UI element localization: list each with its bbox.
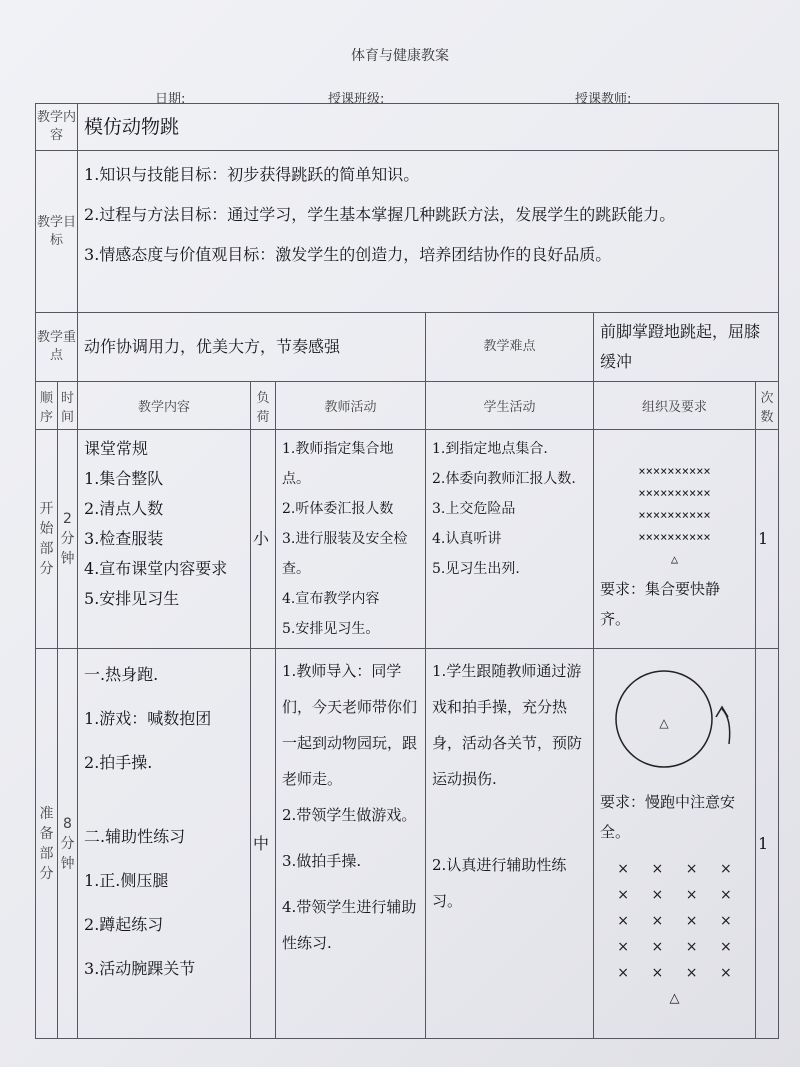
section-time: 8分钟 (58, 649, 78, 1039)
content-value: 模仿动物跳 (78, 104, 779, 151)
student-marker: × (651, 913, 664, 929)
content-item: 4.宣布课堂内容要求 (84, 559, 228, 578)
formation-row: ×××××××××× (638, 508, 711, 522)
requirement-text: 要求：慢跑中注意安全。 (600, 793, 736, 841)
student-marker: × (685, 965, 698, 981)
formation-row: ×××××××××× (638, 486, 711, 500)
student-marker: × (651, 939, 664, 955)
student-marker: × (720, 861, 732, 877)
key-points-label: 教学重点 (36, 313, 78, 382)
objectives-label: 教学目标 (36, 151, 78, 313)
content-item: 3.检查服装 (84, 529, 164, 548)
header-time: 时间 (58, 382, 78, 430)
section-count: 1 (756, 430, 779, 649)
student-item: 1.到指定地点集合. (432, 441, 548, 457)
header-teacher: 教师活动 (276, 382, 426, 430)
student-item: 4.认真听讲 (432, 531, 502, 547)
teacher-item: 3.进行服装及安全检查。 (282, 531, 408, 577)
section-name: 准备部分 (36, 649, 58, 1039)
objective-3: 3.情感态度与价值观目标：激发学生的创造力，培养团结协作的良好品质。 (84, 245, 612, 264)
student-marker: × (651, 965, 664, 981)
teacher-item: 1.教师指定集合地点。 (282, 441, 394, 487)
student-item: 2.认真进行辅助性练习。 (432, 856, 567, 910)
student-marker: × (685, 887, 698, 903)
student-marker: × (617, 913, 629, 929)
teacher-item: 1.教师导入：同学们，今天老师带你们一起到动物园玩，跟老师走。 (282, 662, 418, 788)
student-marker: × (685, 861, 698, 877)
content-item: 二.辅助性练习 (84, 827, 186, 846)
content-item: 一.热身跑. (84, 665, 159, 684)
teacher-label: 授课教师: (575, 92, 632, 107)
student-marker: × (685, 939, 698, 955)
student-item: 5.见习生出列. (432, 561, 520, 577)
class-label: 授课班级: (328, 92, 385, 107)
content-item: 1.游戏：喊数抱团 (84, 709, 212, 728)
header-organization: 组织及要求 (594, 382, 756, 430)
requirement-text: 要求：集合要快静齐。 (600, 580, 721, 628)
teacher-item: 2.带领学生做游戏。 (282, 806, 417, 824)
teacher-marker: △ (670, 552, 679, 566)
section-load: 中 (251, 649, 276, 1039)
formation-row: ×××××××××× (638, 464, 711, 478)
student-marker: × (651, 861, 664, 877)
student-item: 2.体委向教师汇报人数. (432, 471, 576, 487)
running-circle-diagram (594, 649, 754, 779)
direction-arrow-icon (716, 707, 730, 744)
objective-2: 2.过程与方法目标：通过学习，学生基本掌握几种跳跃方法，发展学生的跳跃能力。 (84, 205, 676, 224)
teacher-item: 2.听体委汇报人数 (282, 501, 394, 517)
student-marker: × (720, 913, 732, 929)
content-item: 2.拍手操. (84, 753, 153, 772)
student-marker: × (617, 939, 629, 955)
student-marker: × (720, 939, 732, 955)
student-marker: × (617, 965, 629, 981)
content-item: 5.安排见习生 (84, 589, 180, 608)
objective-1: 1.知识与技能目标：初步获得跳跃的简单知识。 (84, 165, 420, 184)
practice-formation (594, 851, 755, 991)
content-label: 教学内容 (36, 104, 78, 151)
student-marker: × (651, 887, 664, 903)
content-item: 1.正.侧压腿 (84, 871, 169, 890)
teacher-marker: △ (659, 716, 669, 730)
section-count: 1 (756, 649, 779, 1039)
content-item: 3.活动腕踝关节 (84, 959, 196, 978)
teacher-item: 4.带领学生进行辅助性练习. (282, 898, 417, 952)
section-time: 2分钟 (58, 430, 78, 649)
date-label: 日期: (155, 92, 186, 107)
student-item: 3.上交危险品 (432, 501, 516, 517)
content-item: 2.清点人数 (84, 499, 164, 518)
student-marker: × (617, 861, 629, 877)
header-student: 学生活动 (426, 382, 594, 430)
difficulty-value: 前脚掌蹬地跳起，屈膝缓冲 (594, 313, 779, 382)
header-content: 教学内容 (78, 382, 251, 430)
student-marker: × (720, 965, 732, 981)
formation-row: ×××××××××× (638, 530, 711, 544)
header-load: 负荷 (251, 382, 276, 430)
content-item: 1.集合整队 (84, 469, 164, 488)
teacher-item: 3.做拍手操. (282, 852, 362, 870)
content-item: 2.蹲起练习 (84, 915, 164, 934)
student-item: 1.学生跟随教师通过游戏和拍手操，充分热身，活动各关节，预防运动损伤. (432, 662, 583, 788)
student-marker: × (685, 913, 698, 929)
document-title: 体育与健康教案 (351, 48, 449, 64)
header-count: 次数 (756, 382, 779, 430)
difficulty-label: 教学难点 (426, 313, 594, 382)
header-order: 顺序 (36, 382, 58, 430)
content-item: 课堂常规 (84, 439, 149, 458)
key-points-value: 动作协调用力，优美大方，节奏感强 (78, 313, 426, 382)
formation-diagram (594, 430, 755, 570)
section-load: 小 (251, 430, 276, 649)
section-row-start (36, 430, 779, 649)
section-name: 开始部分 (36, 430, 58, 649)
section-row-prep (36, 649, 779, 1039)
teacher-item: 4.宣布教学内容 (282, 591, 380, 607)
teacher-marker: △ (669, 991, 680, 1006)
teacher-item: 5.安排见习生。 (282, 621, 380, 637)
student-marker: × (617, 887, 629, 903)
lesson-plan-table (35, 103, 779, 1039)
student-marker: × (720, 887, 732, 903)
